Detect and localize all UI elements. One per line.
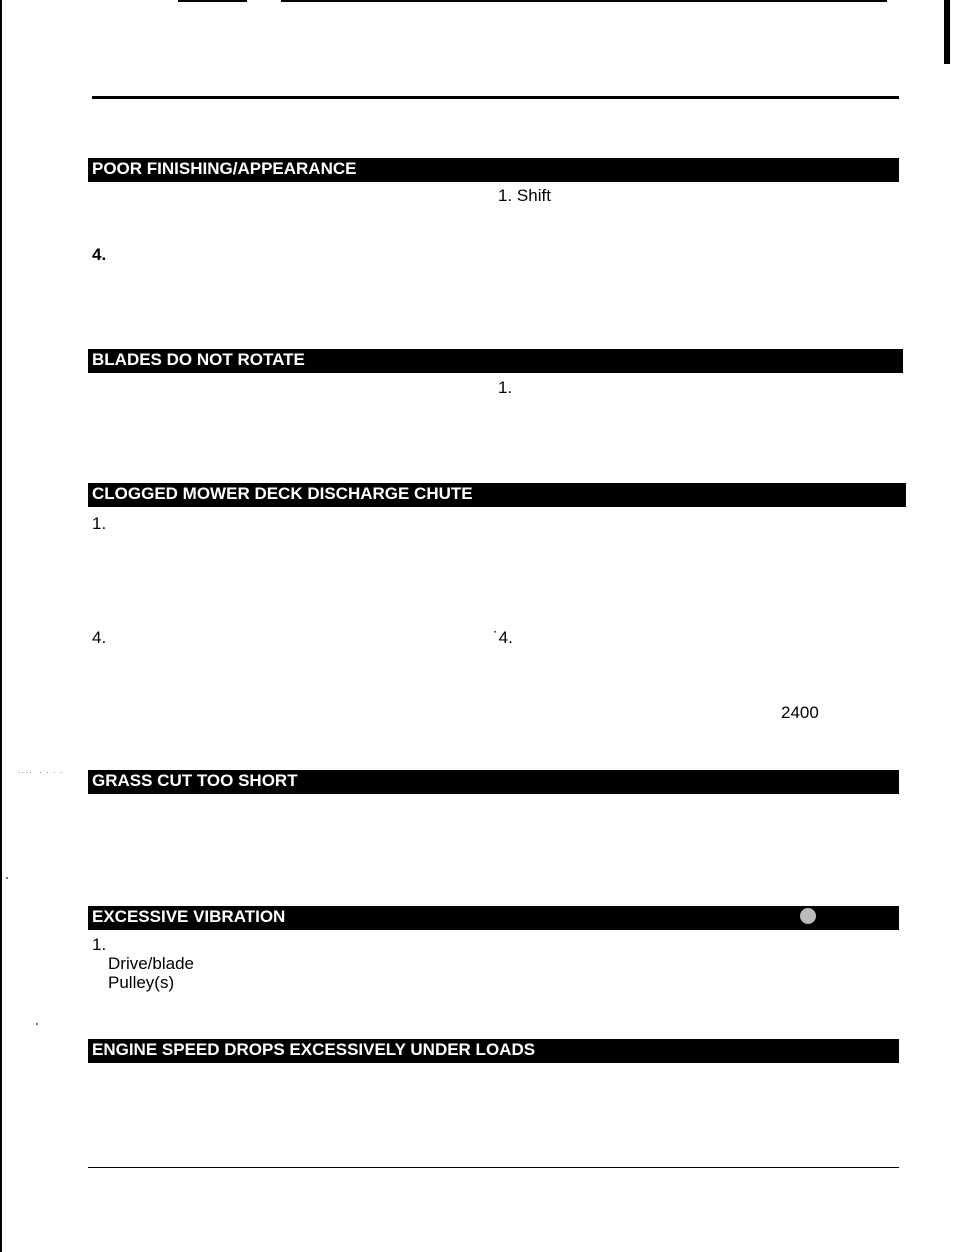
section-header-engine-speed-drops: ENGINE SPEED DROPS EXCESSIVELY UNDER LOADS xyxy=(88,1039,899,1063)
section-header-clogged-chute: CLOGGED MOWER DECK DISCHARGE CHUTE xyxy=(88,483,906,507)
section-header-excessive-vibration: EXCESSIVE VIBRATION xyxy=(88,906,899,930)
right-edge-mark xyxy=(944,0,950,64)
cause-item-pulleys: Pulley(s) xyxy=(108,973,175,992)
left-edge-line xyxy=(0,0,2,1252)
cause-step-1: 1. xyxy=(92,514,107,533)
cause-step-4: 4. xyxy=(92,628,107,647)
section-header-poor-finishing: POOR FINISHING/APPEARANCE xyxy=(88,158,899,182)
scan-noise: ···· · · · · xyxy=(18,768,64,777)
cause-step-1: 1. xyxy=(92,935,107,954)
scan-blot xyxy=(800,908,816,924)
section-header-blades-do-not-rotate: BLADES DO NOT ROTATE xyxy=(88,349,903,373)
rpm-value: 2400 xyxy=(781,703,819,722)
remedy-step-1: 1. xyxy=(498,378,513,397)
header-rule xyxy=(92,96,899,99)
top-short-rule xyxy=(178,0,247,2)
remedy-step-4: ˙4. xyxy=(493,628,513,647)
scan-speck xyxy=(6,877,8,879)
footer-rule xyxy=(88,1167,899,1168)
scan-speck xyxy=(36,1023,38,1025)
top-long-rule xyxy=(281,0,887,2)
remedy-step-1-shift: 1. Shift xyxy=(498,186,551,205)
section-header-grass-cut-too-short: GRASS CUT TOO SHORT xyxy=(88,770,899,794)
cause-item-drive-blade: Drive/blade xyxy=(108,954,194,973)
cause-step-4: 4. xyxy=(92,245,107,264)
